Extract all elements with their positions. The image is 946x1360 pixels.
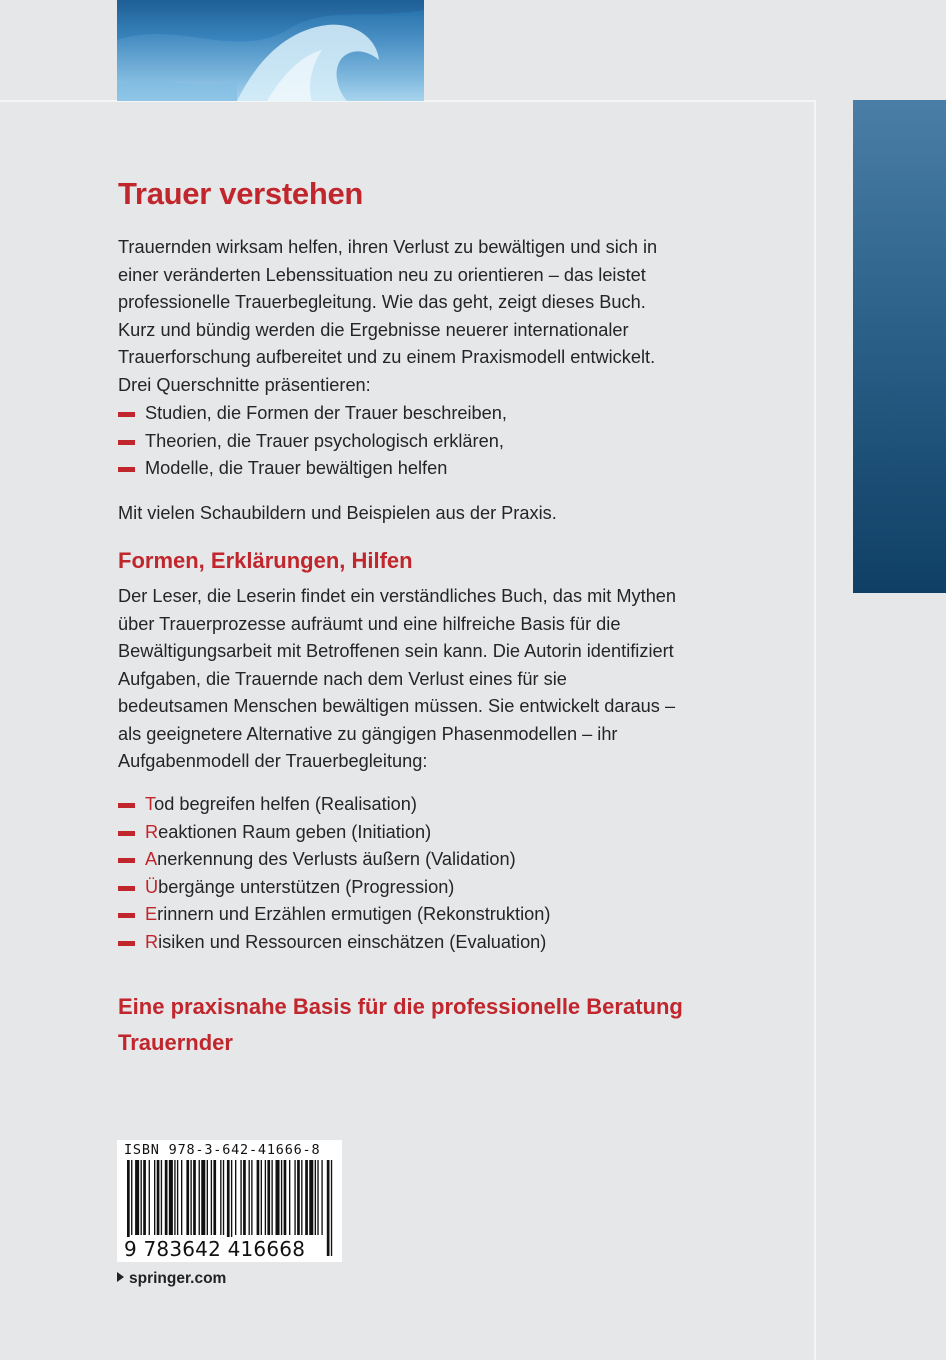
barcode-bar <box>240 1160 241 1235</box>
list-item <box>118 929 550 957</box>
barcode-bar <box>169 1160 173 1235</box>
barcode-bar <box>201 1160 205 1235</box>
list-text: od begreifen helfen (Realisation) <box>154 794 417 814</box>
list-text: eaktionen Raum geben (Initiation) <box>158 821 432 842</box>
publisher-label: springer.com <box>129 1270 227 1287</box>
list-item <box>118 819 550 847</box>
barcode-bar <box>220 1160 221 1235</box>
list-item <box>118 846 550 874</box>
barcode-bar <box>309 1160 313 1235</box>
barcode-bar <box>190 1160 191 1235</box>
intro-paragraph: Trauernden wirksam helfen, ihren Verlust zu bewältigen und sich in einer veränderten Lebenssituation neu zu orientieren – das leistet professionelle Trauerbegleitung. Wie das geht, zeigt dieses Buch. Kurz und bündig werden die Ergebnisse neuerer internationaler Trauerforschung aufbereitet und zu einem Praxismodell entwickelt. Drei Querschnitte präsentieren: <box>118 237 658 395</box>
barcode-bar <box>284 1160 287 1235</box>
barcode-bar <box>165 1160 168 1235</box>
barcode-bar <box>281 1160 282 1235</box>
barcode-bar <box>305 1160 308 1235</box>
note-paragraph: Mit vielen Schaubildern und Beispielen aus der Praxis. <box>118 503 557 523</box>
sections-list <box>118 400 507 483</box>
barcode-bar <box>223 1160 224 1235</box>
list-text: nerkennung des Verlusts äußern (Validation) <box>157 849 516 869</box>
list-item: Theorien, die Trauer psychologisch erklären, <box>118 428 507 456</box>
barcode-bar <box>321 1160 322 1235</box>
barcode-bar <box>261 1160 262 1235</box>
barcode-bar <box>193 1160 196 1235</box>
barcode-bar <box>213 1160 216 1235</box>
list-item: Studien, die Formen der Trauer beschreiben, <box>118 400 507 428</box>
list-initial: R <box>145 821 159 842</box>
barcode-bar <box>315 1160 316 1235</box>
barcode-bar <box>177 1160 178 1235</box>
list-initial: R <box>145 931 159 952</box>
barcode-bar <box>157 1160 160 1235</box>
barcode-bar <box>297 1160 300 1235</box>
barcode-bar <box>267 1160 270 1235</box>
barcode-bar <box>154 1160 155 1235</box>
list-item <box>118 791 550 819</box>
list-item <box>118 901 550 929</box>
barcode-bar <box>181 1160 182 1235</box>
spine-color-band <box>853 100 946 593</box>
arrow-icon <box>117 1272 124 1282</box>
barcode-bar <box>294 1160 295 1235</box>
barcode-bar <box>174 1160 175 1235</box>
isbn-barcode <box>117 1140 342 1262</box>
ean-digits: 9 783642 416668 <box>124 1237 306 1261</box>
list-item: Modelle, die Trauer bewältigen helfen <box>118 455 507 483</box>
cover-image-wave <box>117 0 424 101</box>
barcode-bar <box>235 1160 236 1235</box>
barcode-bar <box>327 1160 330 1256</box>
page-title: Trauer verstehen <box>118 176 364 211</box>
list-text: rinnern und Erzählen ermutigen (Rekonstruktion) <box>157 904 551 924</box>
body-paragraph: Der Leser, die Leserin findet ein verständliches Buch, das mit Mythen über Trauerprozesse aufräumt und eine hilfreiche Basis für die Bewältigungsarbeit mit Betroffenen sein kann. Die Autorin identifiziert Aufgaben, die Trauernde nach dem Verlust eines für sie bedeutsamen Menschen bewältigen müssen. Sie entwickelt daraus – als geeignetere Alternative zu gängigen Phasenmodellen – ihr Aufgabenmodell der Trauerbegleitung: <box>118 586 677 771</box>
list-text: isiken und Ressourcen einschätzen (Evaluation) <box>158 931 547 952</box>
isbn-label: ISBN 978-3-642-41666-8 <box>124 1142 321 1158</box>
barcode-bar <box>249 1160 250 1235</box>
list-text: bergänge unterstützen (Progression) <box>158 876 455 897</box>
barcode-bar <box>276 1160 280 1235</box>
list-initial: T <box>145 794 155 814</box>
section-heading: Formen, Erklärungen, Hilfen <box>118 548 413 573</box>
barcode-bar <box>186 1160 189 1235</box>
barcode-bar <box>251 1160 252 1235</box>
barcode-bar <box>141 1160 142 1235</box>
tasks-list <box>118 791 550 956</box>
barcode-bar <box>161 1160 162 1235</box>
barcode-bar <box>271 1160 272 1235</box>
list-initial: E <box>145 904 158 924</box>
barcode-bar <box>331 1160 332 1256</box>
barcode-bar <box>257 1160 260 1235</box>
list-item <box>118 874 550 902</box>
barcode-bar <box>207 1160 208 1235</box>
barcode-bar <box>265 1160 266 1235</box>
barcode-bar <box>131 1160 132 1235</box>
barcode-bar <box>199 1160 200 1235</box>
list-initial: Ü <box>145 876 159 897</box>
barcode-bar <box>149 1160 150 1235</box>
barcode-bar <box>135 1160 139 1235</box>
list-initial: A <box>145 849 158 869</box>
barcode-bar <box>301 1160 302 1235</box>
barcode-bar <box>143 1160 146 1235</box>
barcode-bar <box>211 1160 212 1235</box>
barcode-bar <box>289 1160 290 1235</box>
barcode-bar <box>317 1160 318 1235</box>
barcode-bar <box>243 1160 246 1235</box>
publisher-link[interactable] <box>117 1270 226 1288</box>
closing-statement: Eine praxisnahe Basis für die professionelle Beratung Trauernder <box>118 994 683 1055</box>
